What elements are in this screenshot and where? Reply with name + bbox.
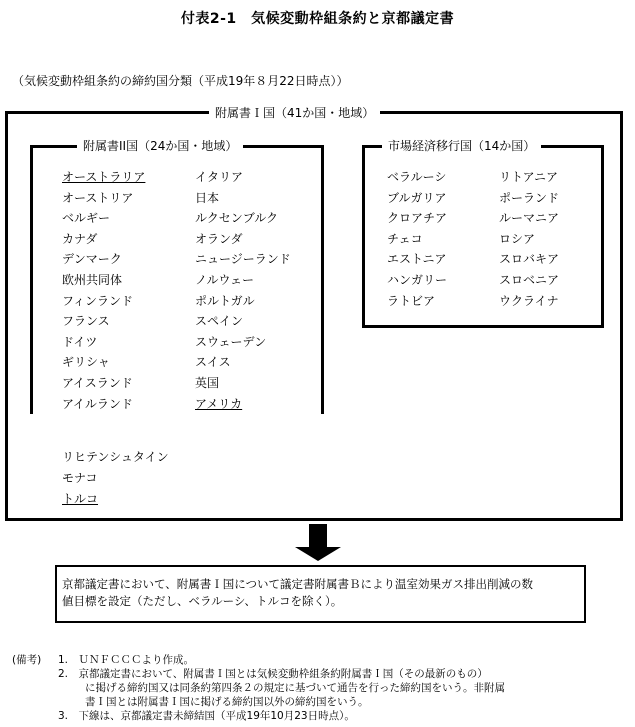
annex2-country: スイス: [195, 355, 231, 369]
eit-country: ポーランド: [499, 191, 560, 205]
note-2-cont: に掲げる締約国又は同条約第四条２の規定に基づいて通告を行った締約国をいう。非附属: [85, 682, 505, 694]
eit-country: ロシア: [499, 232, 536, 246]
notes-label: (備考): [12, 654, 42, 666]
annex2-title: 附属書II国（24か国・地域）: [77, 137, 243, 154]
annex2-country: ノルウェー: [195, 273, 255, 287]
note-2-cont: 書Ｉ国とは附属書Ｉ国に掲げる締約国以外の締約国をいう。: [85, 696, 369, 708]
annex1-country: モナコ: [62, 471, 98, 485]
annex2-country: アメリカ: [195, 397, 243, 411]
annex2-country: ニュージーランド: [195, 252, 291, 266]
annex1-title: 附属書Ｉ国（41か国・地域）: [209, 104, 380, 121]
eit-country: リトアニア: [499, 170, 559, 184]
eit-country: ブルガリア: [387, 191, 447, 205]
eit-country: ベラルーシ: [387, 170, 447, 184]
eit-country: ラトビア: [387, 294, 436, 308]
annex2-country: スペイン: [195, 314, 244, 328]
down-arrow-icon: [309, 524, 327, 548]
annex1-country: リヒテンシュタイン: [62, 450, 169, 464]
annex2-country: アイスランド: [62, 376, 133, 390]
annex2-country: 英国: [195, 376, 220, 390]
eit-title: 市場経済移行国（14か国）: [382, 137, 541, 154]
page-title: 付表2-1 気候変動枠組条約と京都議定書: [180, 11, 455, 27]
annex2-country: カナダ: [62, 232, 98, 246]
down-arrow-head-icon: [295, 547, 341, 561]
annex2-country: フィンランド: [62, 294, 134, 308]
annex2-country: ルクセンブルク: [195, 211, 279, 225]
classification-subtitle: （気候変動枠組条約の締約国分類（平成19年８月22日時点））: [12, 74, 349, 88]
eit-country: ハンガリー: [387, 273, 448, 287]
annex1-country: トルコ: [62, 492, 99, 506]
eit-country: ウクライナ: [499, 294, 559, 308]
annex2-country: フランス: [62, 314, 110, 328]
annex2-country: 日本: [195, 191, 220, 205]
eit-country: エストニア: [387, 252, 447, 266]
kyoto-line-1: 京都議定書において、附属書Ｉ国について議定書附属書Ｂにより温室効果ガス排出削減の数: [62, 577, 534, 591]
eit-country: チェコ: [387, 232, 423, 246]
annex2-country: ベルギー: [62, 211, 111, 225]
annex2-country: イタリア: [195, 170, 244, 184]
notes-section: [12, 654, 612, 726]
eit-country: スロバキア: [499, 252, 560, 266]
kyoto-protocol-text: [62, 576, 578, 610]
annex2-country: オーストリア: [62, 191, 134, 205]
annex2-country: デンマーク: [62, 252, 122, 266]
eit-country: クロアチア: [387, 211, 448, 225]
eit-country: ルーマニア: [499, 211, 560, 225]
note-2: 2. 京都議定書において、附属書Ｉ国とは気候変動枠組条約附属書Ｉ国（その最新のもの）: [58, 668, 488, 680]
note-1: 1. ＵＮＦＣＣＣより作成。: [58, 654, 195, 666]
note-3: 3. 下線は、京都議定書未締結国（平成19年10月23日時点）。: [58, 710, 355, 722]
eit-country: スロベニア: [499, 273, 560, 287]
annex2-country: ドイツ: [62, 335, 98, 349]
annex2-country: オーストラリア: [62, 170, 146, 184]
annex2-country: オランダ: [195, 232, 243, 246]
annex2-country: スウェーデン: [195, 335, 267, 349]
annex2-country: アイルランド: [62, 397, 133, 411]
annex2-country: 欧州共同体: [62, 273, 123, 287]
annex2-country: ポルトガル: [195, 294, 255, 308]
annex2-country: ギリシャ: [62, 355, 110, 369]
kyoto-line-2: 値目標を設定（ただし、ベラルーシ、トルコを除く）。: [62, 594, 343, 608]
